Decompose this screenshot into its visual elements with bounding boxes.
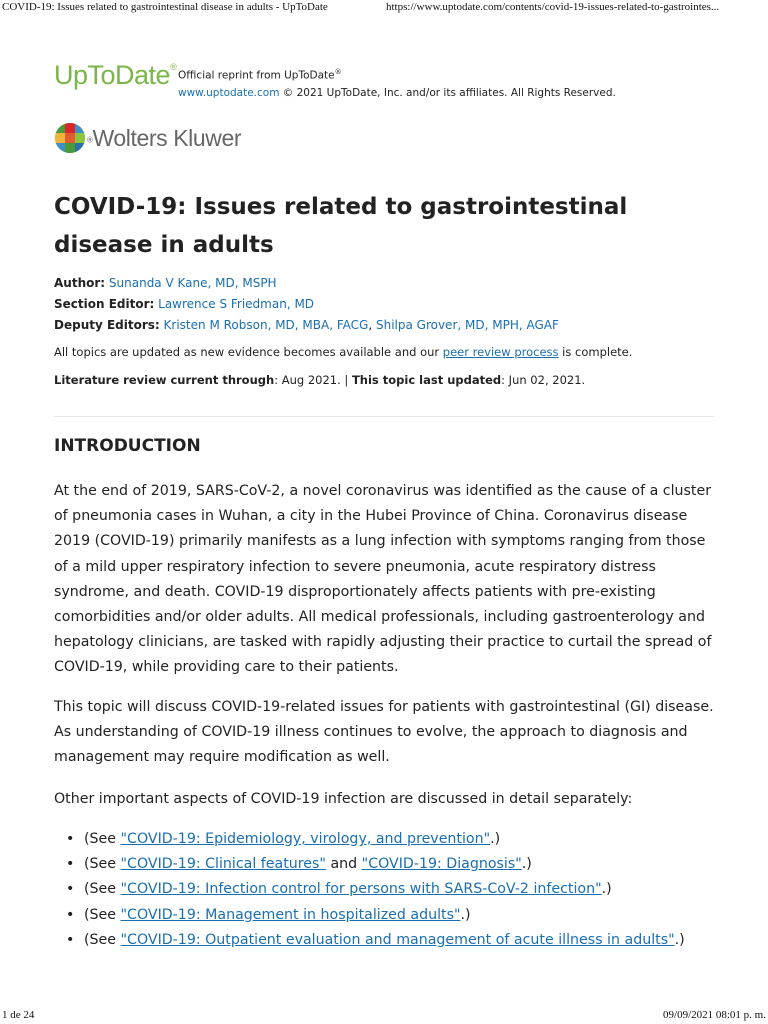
peer-review-link[interactable]: peer review process <box>442 345 559 359</box>
print-footer <box>0 1009 768 1023</box>
topic-link[interactable]: "COVID-19: Management in hospitalized adults" <box>120 906 461 923</box>
section-editor-link[interactable]: Lawrence S Friedman, MD <box>158 297 315 311</box>
literature-review-line: Literature review current through: Aug 2021. | This topic last updated: Jun 02, 2021. <box>54 373 586 387</box>
topic-link[interactable]: "COVID-19: Clinical features" <box>120 856 326 873</box>
deputy-editor-link-1[interactable]: Kristen M Robson, MD, MBA, FACG <box>163 318 369 332</box>
article-title: COVID-19: Issues related to gastrointestinal disease in adults <box>54 194 628 258</box>
list-item: • (See "COVID-19: Infection control for persons with SARS-CoV-2 infection".) <box>66 877 685 902</box>
topic-link[interactable]: "COVID-19: Diagnosis" <box>361 856 522 873</box>
intro-paragraph-1: At the end of 2019, SARS-CoV-2, a novel coronavirus was identified as the cause of a cluster of pneumonia cases in Wuhan, a city in the Hubei Province of China. Coronavirus disease 2019 (COVID-19) primarily manifests as a lung infection with symptoms ranging from those of a mild upper respiratory infection to severe pneumonia, acute respiratory distress syndrome, and death. COVID-19 disproportionately affects patients with pre-existing comorbidities and/or older adults. All medical professionals, including gastroenterology and hepatology clinicians, are tasked with rapidly adjusting their practice to curtail the spread of COVID-19, while providing care to their patients. <box>54 483 712 676</box>
topic-link[interactable]: "COVID-19: Infection control for persons with SARS-CoV-2 infection" <box>120 881 602 898</box>
list-item: • (See "COVID-19: Outpatient evaluation and management of acute illness in adults".) <box>66 928 685 953</box>
topic-link[interactable]: "COVID-19: Epidemiology, virology, and prevention" <box>120 831 491 847</box>
see-also-list <box>66 827 685 953</box>
print-header <box>0 1 768 15</box>
wolters-kluwer-globe-icon <box>54 122 86 154</box>
divider <box>54 416 714 417</box>
print-header-title: COVID-19: Issues related to gastrointestinal disease in adults - UpToDate <box>2 1 328 13</box>
author-link[interactable]: Sunanda V Kane, MD, MSPH <box>108 276 277 290</box>
deputy-editor-link-2[interactable]: Shilpa Grover, MD, MPH, AGAF <box>375 318 559 332</box>
introduction-heading: INTRODUCTION <box>54 436 201 456</box>
section-editor-row: Section Editor: Lawrence S Friedman, MD <box>54 297 315 311</box>
update-note: All topics are updated as new evidence becomes available and our peer review process is complete. <box>54 345 633 359</box>
site-link[interactable]: www.uptodate.com <box>178 86 280 99</box>
list-item: • (See "COVID-19: Management in hospitalized adults".) <box>66 903 685 928</box>
intro-paragraph-2: This topic will discuss COVID-19-related issues for patients with gastrointestinal (GI) disease. As understanding of COVID-19 illness continues to evolve, the approach to diagnosis and management may require modification as well. <box>54 699 714 766</box>
brand-block <box>54 60 754 99</box>
article-meta <box>54 273 734 336</box>
author-row: Author: Sunanda V Kane, MD, MSPH <box>54 276 277 290</box>
list-item: • (See "COVID-19: Clinical features" and "COVID-19: Diagnosis".) <box>66 852 685 877</box>
page-number: 1 de 24 <box>2 1009 35 1021</box>
publisher-name: Wolters Kluwer <box>92 125 242 151</box>
print-header-url: https://www.uptodate.com/contents/covid-19-issues-related-to-gastrointes... <box>386 1 720 13</box>
reprint-text: Official reprint from UpToDate <box>178 69 335 82</box>
print-datetime: 09/09/2021 08:01 p. m. <box>663 1009 766 1021</box>
uptodate-logo[interactable]: UpToDate® <box>54 60 177 90</box>
copyright-text: © 2021 UpToDate, Inc. and/or its affiliates. All Rights Reserved. <box>279 86 616 99</box>
deputy-editors-row: Deputy Editors: Kristen M Robson, MD, MBA, FACG, Shilpa Grover, MD, MPH, AGAF <box>54 318 559 332</box>
publisher-logo: ®Wolters Kluwer <box>54 122 354 154</box>
list-item: • (See "COVID-19: Epidemiology, virology, and prevention".) <box>66 827 685 852</box>
topic-link[interactable]: "COVID-19: Outpatient evaluation and management of acute illness in adults" <box>120 931 675 948</box>
reprint-notice: Official reprint from UpToDate® www.uptodate.com © 2021 UpToDate, Inc. and/or its affiliates. All Rights Reserved. <box>178 68 616 99</box>
intro-paragraph-3: Other important aspects of COVID-19 infection are discussed in detail separately: <box>54 791 633 807</box>
